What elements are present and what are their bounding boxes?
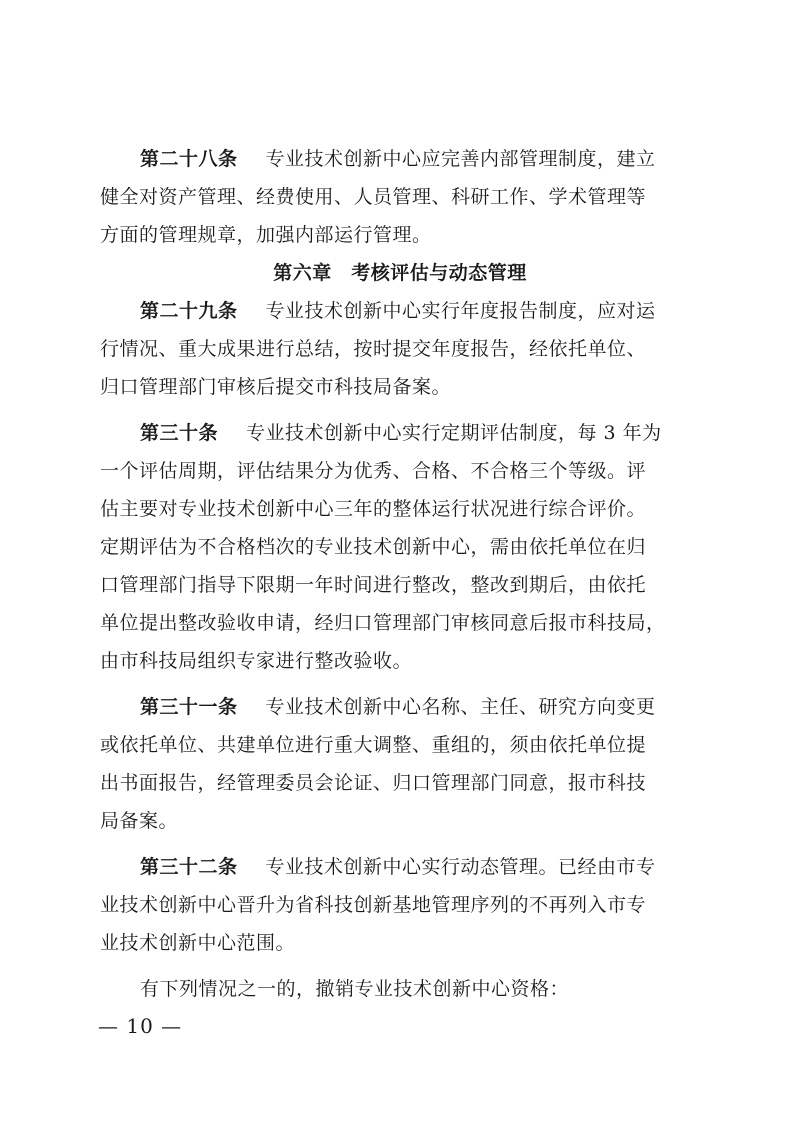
- article-text: 由市科技局组织专家进行整改验收。: [100, 650, 413, 672]
- article-number: 第二十九条: [140, 300, 238, 322]
- article-text: 方面的管理规章，加强内部运行管理。: [100, 224, 432, 246]
- article-text: 定期评估为不合格档次的专业技术创新中心，需由依托单位在归: [100, 536, 647, 558]
- article-text: 估主要对专业技术创新中心三年的整体运行状况进行综合评价。: [100, 498, 647, 520]
- article-number: 第三十条: [140, 422, 219, 444]
- article-text: 归口管理部门审核后提交市科技局备案。: [100, 376, 452, 398]
- article-text: 单位提出整改验收申请，经归口管理部门审核同意后报市科技局，: [100, 612, 666, 634]
- article-text: 业技术创新中心范围。: [100, 932, 296, 954]
- article-number: 第二十八条: [140, 148, 238, 170]
- article-text: 专业技术创新中心实行年度报告制度，应对运: [265, 300, 656, 322]
- article-text: 或依托单位、共建单位进行重大调整、重组的，须由依托单位提: [100, 734, 647, 756]
- article-text: 出书面报告，经管理委员会论证、归口管理部门同意，报市科技: [100, 772, 647, 794]
- article-text: 专业技术创新中心应完善内部管理制度，建立: [265, 148, 656, 170]
- page-number: — 10 —: [98, 1014, 183, 1038]
- chapter-heading: 第六章 考核评估与动态管理: [273, 262, 527, 284]
- article-text: 健全对资产管理、经费使用、人员管理、科研工作、学术管理等: [100, 186, 647, 208]
- article-number: 第三十一条: [140, 696, 238, 718]
- article-text: 局备案。: [100, 810, 179, 832]
- revoke-intro: 有下列情况之一的，撤销专业技术创新中心资格：: [140, 978, 570, 1000]
- article-text: 专业技术创新中心实行动态管理。已经由市专: [265, 856, 656, 878]
- article-31: [100, 688, 700, 840]
- article-text: 口管理部门指导下限期一年时间进行整改，整改到期后，由依托: [100, 574, 647, 596]
- article-number: 第三十二条: [140, 856, 238, 878]
- article-text: 行情况、重大成果进行总结，按时提交年度报告，经依托单位、: [100, 338, 647, 360]
- article-text: 业技术创新中心晋升为省科技创新基地管理序列的不再列入市专: [100, 894, 647, 916]
- article-29: [100, 292, 700, 406]
- article-text: 一个评估周期，评估结果分为优秀、合格、不合格三个等级。评: [100, 460, 647, 482]
- article-32: [100, 848, 700, 962]
- article-text: 专业技术创新中心实行定期评估制度，每 3 年为: [246, 422, 662, 444]
- article-text: 专业技术创新中心名称、主任、研究方向变更: [265, 696, 656, 718]
- article-30: [100, 414, 700, 680]
- article-28: [100, 140, 700, 254]
- document-page: [100, 140, 700, 1008]
